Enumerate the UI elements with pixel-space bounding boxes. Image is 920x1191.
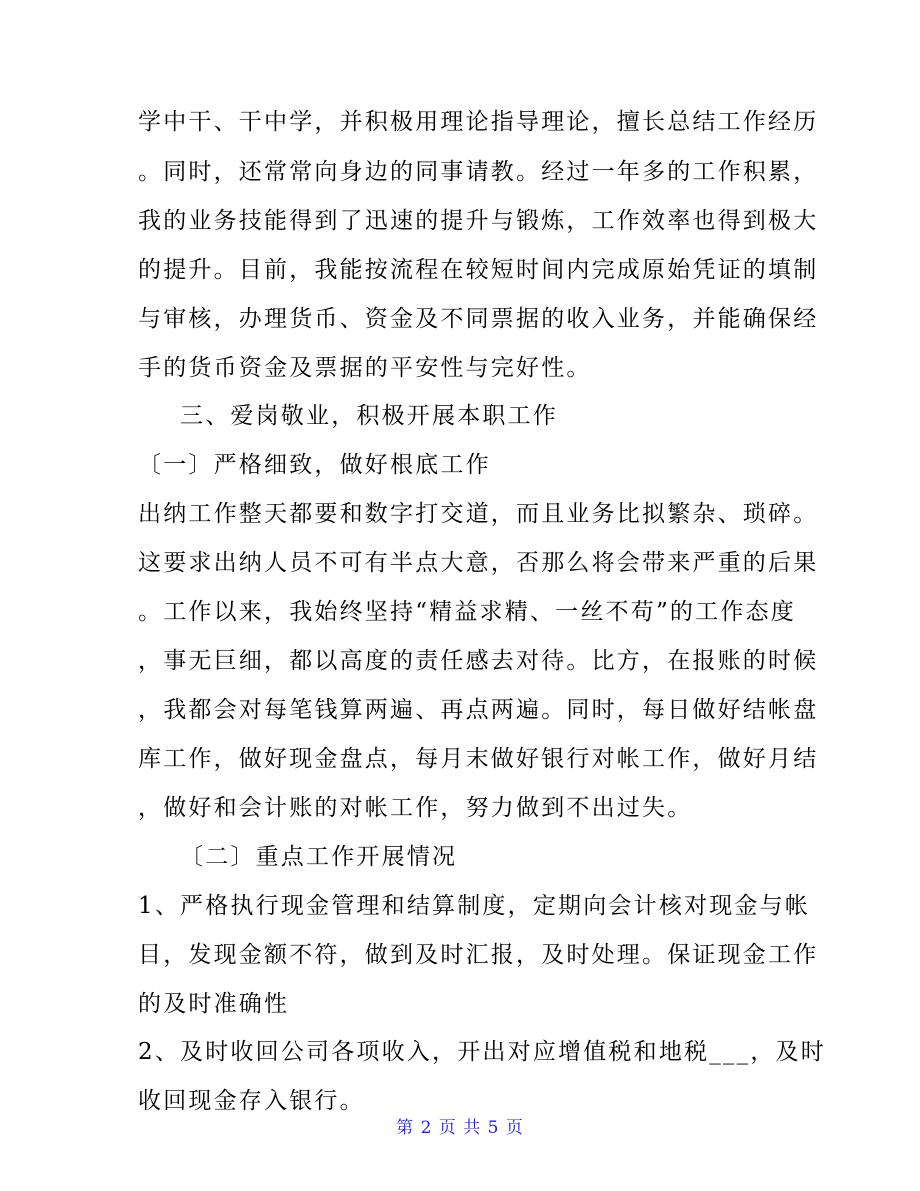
body-line: 收回现金存入银行。 bbox=[138, 1088, 365, 1114]
body-line: 1、严格执行现金管理和结算制度，定期向会计核对现金与帐 bbox=[138, 893, 811, 919]
body-line: 这要求出纳人员不可有半点大意，否那么将会带来严重的后果 bbox=[138, 550, 819, 576]
body-line: 的提升。目前，我能按流程在较短时间内完成原始凭证的填制 bbox=[138, 257, 819, 283]
body-line: 我的业务技能得到了迅速的提升与锻炼，工作效率也得到极大 bbox=[138, 208, 819, 234]
body-line: 。同时，还常常向身边的同事请教。经过一年多的工作积累， bbox=[138, 159, 819, 185]
body-line: 的及时准确性 bbox=[138, 991, 290, 1017]
subsection-heading: 〔二〕重点工作开展情况 bbox=[180, 844, 458, 870]
body-line: ，我都会对每笔钱算两遍、再点两遍。同时，每日做好结帐盘 bbox=[138, 697, 819, 723]
body-line: 手的货币资金及票据的平安性与完好性。 bbox=[138, 355, 592, 381]
body-line: 学中干、干中学，并积极用理论指导理论，擅长总结工作经历 bbox=[138, 109, 819, 135]
body-line: 库工作，做好现金盘点，每月末做好银行对帐工作，做好月结 bbox=[138, 746, 819, 772]
body-line: ，事无巨细，都以高度的责任感去对待。比方，在报账的时候 bbox=[138, 648, 819, 674]
body-line: ，做好和会计账的对帐工作，努力做到不出过失。 bbox=[138, 795, 693, 821]
body-line: 出纳工作整天都要和数字打交道，而且业务比拟繁杂、琐碎。 bbox=[138, 501, 819, 527]
body-line: 与审核，办理货币、资金及不同票据的收入业务，并能确保经 bbox=[138, 306, 819, 332]
body-line: 。工作以来，我始终坚持“精益求精、一丝不苟”的工作态度 bbox=[138, 599, 796, 625]
page-number-footer: 第 2 页 共 5 页 bbox=[396, 1118, 524, 1138]
body-line: 目，发现金额不符，做到及时汇报，及时处理。保证现金工作 bbox=[138, 942, 819, 968]
subsection-heading: 〔一〕严格细致，做好根底工作 bbox=[138, 452, 491, 478]
section-heading: 三、爱岗敬业，积极开展本职工作 bbox=[180, 403, 558, 429]
body-line: 2、及时收回公司各项收入，开出对应增值税和地税___，及时 bbox=[138, 1039, 826, 1065]
